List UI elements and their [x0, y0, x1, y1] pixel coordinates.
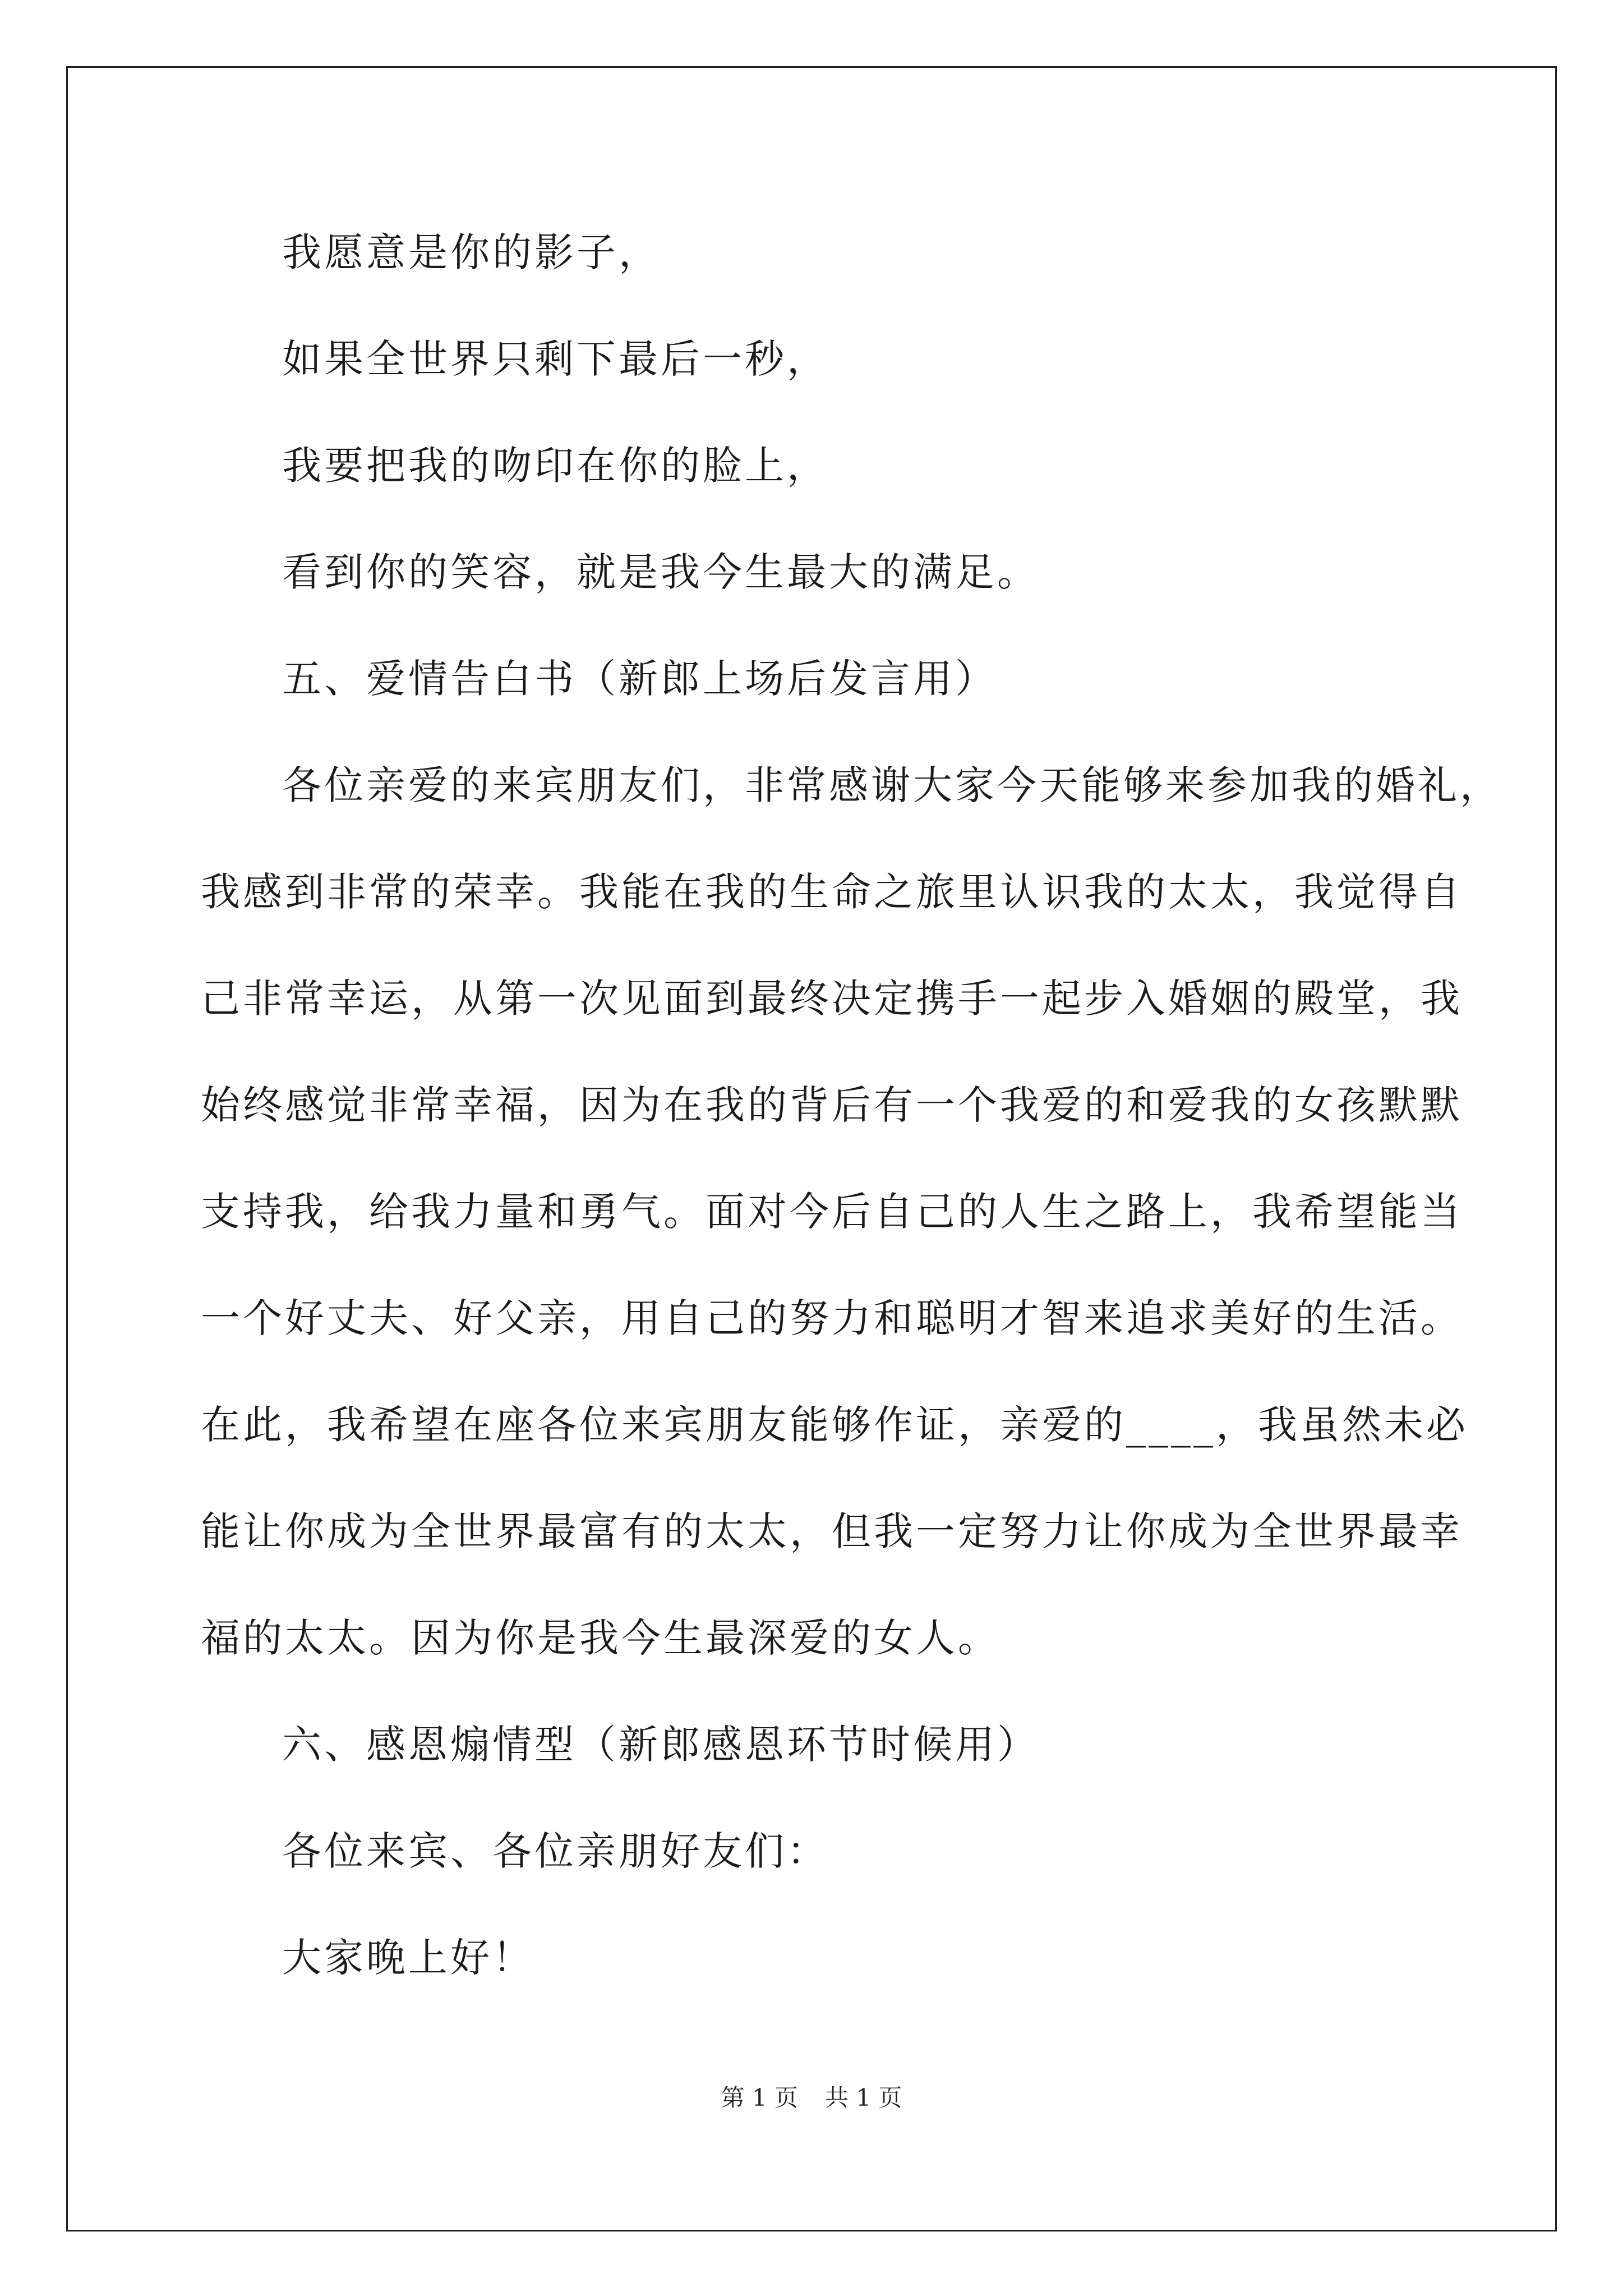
poem-line: 我要把我的吻印在你的脸上， — [282, 443, 829, 489]
paragraph-line: 始终感觉非常幸福，因为在我的背后有一个我爱的和爱我的女孩默默 — [201, 1082, 1463, 1128]
section-heading: 六、感恩煽情型（新郎感恩环节时候用） — [282, 1722, 1039, 1768]
poem-line: 看到你的笑容，就是我今生最大的满足。 — [282, 549, 1039, 595]
page-total: 共 1 页 — [825, 2084, 902, 2111]
page-number: 第 1 页 — [721, 2084, 798, 2111]
paragraph-line: 己非常幸运，从第一次见面到最终决定携手一起步入婚姻的殿堂，我 — [201, 976, 1463, 1022]
paragraph-line: 一个好丈夫、好父亲，用自己的努力和聪明才智来追求美好的生活。 — [201, 1295, 1463, 1341]
paragraph-line: 在此，我希望在座各位来宾朋友能够作证，亲爱的____，我虽然未必 — [201, 1402, 1468, 1448]
paragraph-line: 大家晚上好！ — [282, 1935, 534, 1981]
paragraph-line: 各位来宾、各位亲朋好友们： — [282, 1828, 829, 1874]
paragraph-line: 能让你成为全世界最富有的太太，但我一定努力让你成为全世界最幸 — [201, 1508, 1463, 1554]
paragraph-line: 福的太太。因为你是我今生最深爱的女人。 — [201, 1615, 1000, 1661]
page-footer — [0, 2081, 1623, 2115]
poem-line: 我愿意是你的影子， — [282, 229, 661, 275]
page-border — [66, 66, 1557, 2231]
poem-line: 如果全世界只剩下最后一秒， — [282, 336, 829, 382]
paragraph-line: 我感到非常的荣幸。我能在我的生命之旅里认识我的太太，我觉得自 — [201, 869, 1463, 915]
paragraph-line: 支持我，给我力量和勇气。面对今后自己的人生之路上，我希望能当 — [201, 1189, 1463, 1235]
section-heading: 五、爱情告白书（新郎上场后发言用） — [282, 656, 997, 702]
paragraph-line: 各位亲爱的来宾朋友们，非常感谢大家今天能够来参加我的婚礼， — [282, 762, 1502, 808]
